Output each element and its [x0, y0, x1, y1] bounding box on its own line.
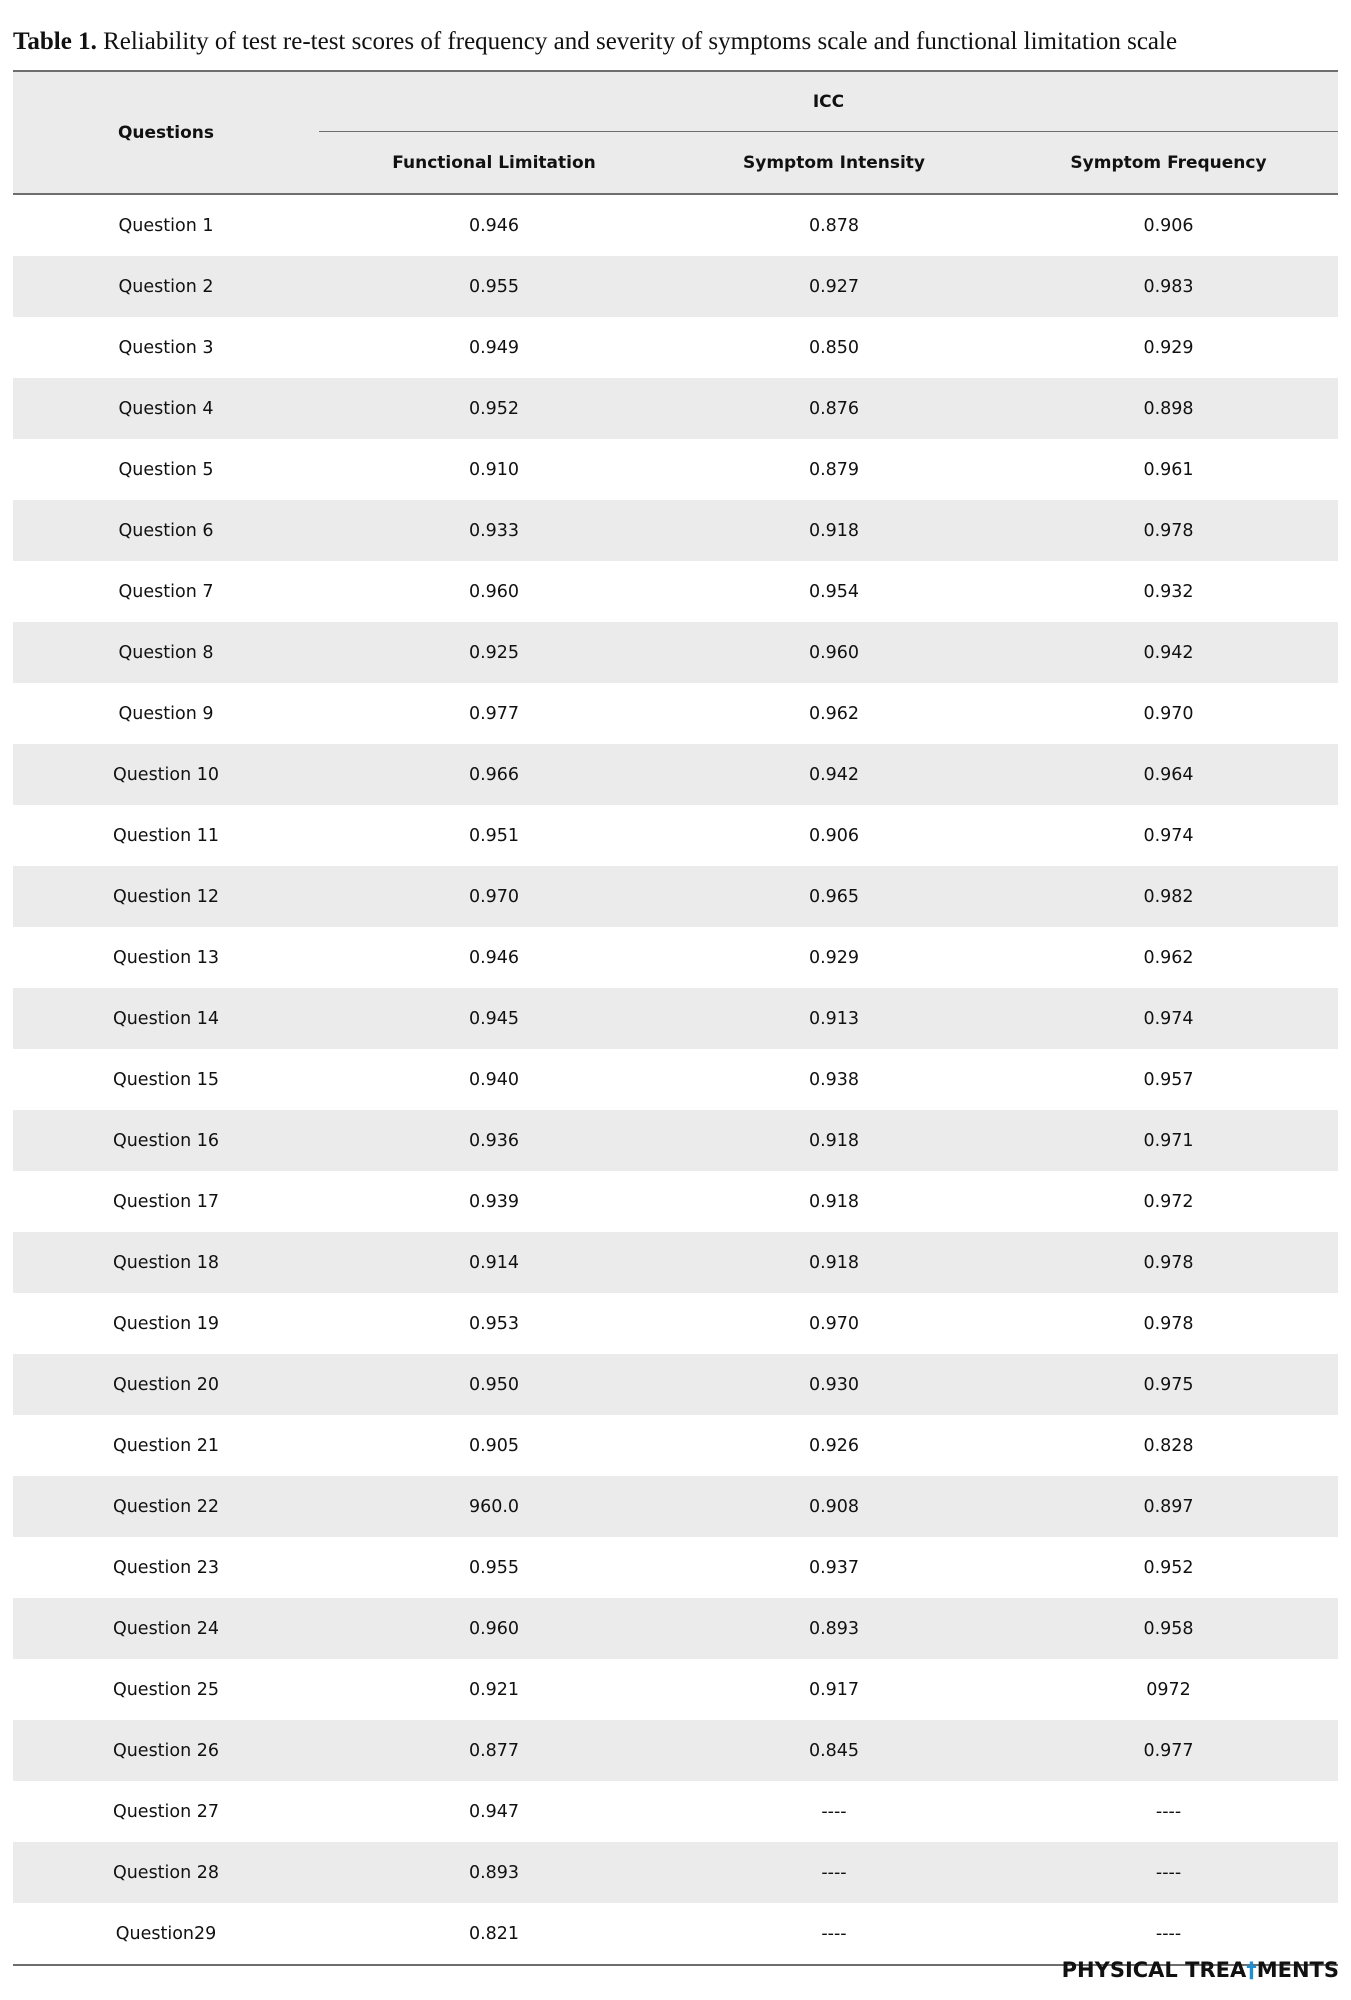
symptom-intensity-cell: 0.850: [808, 337, 860, 358]
table-row: [13, 1598, 1338, 1659]
symptom-intensity-cell: ----: [821, 1923, 847, 1944]
question-cell: Question 12: [13, 866, 319, 927]
icc-table: [13, 70, 1338, 1966]
question-cell: Question 2: [13, 256, 319, 317]
question-cell: Question 7: [118, 581, 214, 602]
table-row: [13, 194, 1338, 256]
question-cell: Question 14: [13, 988, 319, 1049]
symptom-intensity-cell: 0.918: [669, 1110, 999, 1171]
question-cell: Question 4: [13, 378, 319, 439]
symptom-intensity-cell: 0.893: [669, 1598, 999, 1659]
symptom-frequency-cell: 0.982: [999, 866, 1338, 927]
functional-limitation-cell: 0.966: [319, 744, 669, 805]
table-row: [13, 1232, 1338, 1293]
table-row: [13, 1476, 1338, 1537]
symptom-frequency-cell: 0.975: [999, 1354, 1338, 1415]
table-caption: [13, 22, 1343, 62]
functional-limitation-cell: 0.946: [468, 215, 520, 236]
question-cell: Question 28: [13, 1842, 319, 1903]
question-cell: Question 20: [13, 1354, 319, 1415]
table-row: [13, 317, 1338, 378]
functional-limitation-cell: 0.977: [468, 703, 520, 724]
question-cell: Question 11: [112, 825, 220, 846]
symptom-intensity-cell: ----: [669, 1842, 999, 1903]
question-cell: Question 13: [112, 947, 220, 968]
symptom-frequency-cell: 0.932: [1143, 581, 1194, 602]
symptom-frequency-cell: 0.974: [999, 988, 1338, 1049]
table-row: [13, 1049, 1338, 1110]
symptom-frequency-cell: 0.961: [1143, 459, 1194, 480]
symptom-frequency-cell: 0.977: [999, 1720, 1338, 1781]
symptom-intensity-cell: 0.929: [808, 947, 860, 968]
symptom-frequency-cell: 0.898: [999, 378, 1338, 439]
functional-limitation-cell: 0.951: [468, 825, 520, 846]
symptom-frequency-cell: 0.970: [1143, 703, 1194, 724]
symptom-intensity-cell: 0.876: [669, 378, 999, 439]
functional-limitation-cell: 960.0: [319, 1476, 669, 1537]
symptom-frequency-cell: ----: [1155, 1801, 1182, 1822]
symptom-frequency-cell: ----: [1155, 1923, 1182, 1944]
question-cell: Question 24: [13, 1598, 319, 1659]
question-cell: Question 25: [112, 1679, 220, 1700]
functional-limitation-cell: 0.921: [468, 1679, 520, 1700]
symptom-frequency-cell: 0.958: [999, 1598, 1338, 1659]
table-row: [13, 1110, 1338, 1171]
functional-limitation-cell: 0.970: [319, 866, 669, 927]
table-row: [13, 683, 1338, 744]
symptom-frequency-cell: 0.974: [1143, 825, 1194, 846]
question-cell: Question 10: [13, 744, 319, 805]
header-symptom-frequency: Symptom Frequency: [999, 132, 1338, 195]
table-row: [13, 1171, 1338, 1232]
symptom-intensity-cell: 0.927: [669, 256, 999, 317]
brand-mark-icon: †: [1246, 1958, 1257, 1982]
question-cell: Question 23: [112, 1557, 220, 1578]
question-cell: Question 9: [118, 703, 214, 724]
symptom-intensity-cell: 0.918: [669, 1232, 999, 1293]
question-cell: Question 17: [112, 1191, 220, 1212]
functional-limitation-cell: 0.952: [319, 378, 669, 439]
symptom-frequency-cell: 0.906: [1143, 215, 1194, 236]
question-cell: Question 26: [13, 1720, 319, 1781]
table-row: [13, 1415, 1338, 1476]
functional-limitation-cell: 0.945: [319, 988, 669, 1049]
question-cell: Question 16: [13, 1110, 319, 1171]
functional-limitation-cell: 0.910: [468, 459, 520, 480]
table-row: [13, 1720, 1338, 1781]
functional-limitation-cell: 0.955: [319, 256, 669, 317]
symptom-frequency-cell: ----: [999, 1842, 1338, 1903]
table-row: [13, 1293, 1338, 1354]
functional-limitation-cell: 0.877: [319, 1720, 669, 1781]
symptom-frequency-cell: 0.978: [1143, 1313, 1194, 1334]
journal-brand-logo: [1062, 1958, 1339, 1982]
symptom-frequency-cell: 0.929: [1143, 337, 1194, 358]
functional-limitation-cell: 0.933: [319, 500, 669, 561]
symptom-intensity-cell: 0.878: [808, 215, 860, 236]
symptom-intensity-cell: 0.879: [808, 459, 860, 480]
header-questions: Questions: [13, 71, 319, 194]
symptom-intensity-cell: 0.942: [669, 744, 999, 805]
functional-limitation-cell: 0.949: [468, 337, 520, 358]
symptom-intensity-cell: 0.962: [808, 703, 860, 724]
functional-limitation-cell: 0.940: [468, 1069, 520, 1090]
table-row: [13, 256, 1338, 317]
question-cell: Question 15: [112, 1069, 220, 1090]
symptom-frequency-cell: 0.957: [1143, 1069, 1194, 1090]
table-row: [13, 561, 1338, 622]
symptom-intensity-cell: 0.930: [669, 1354, 999, 1415]
symptom-frequency-cell: 0.964: [999, 744, 1338, 805]
question-cell: Question 18: [13, 1232, 319, 1293]
symptom-intensity-cell: 0.937: [808, 1557, 860, 1578]
functional-limitation-cell: 0.905: [468, 1435, 520, 1456]
functional-limitation-cell: 0.955: [468, 1557, 520, 1578]
table-row: [13, 1842, 1338, 1903]
symptom-frequency-cell: 0.962: [1143, 947, 1194, 968]
question-cell: Question29: [115, 1923, 217, 1944]
symptom-intensity-cell: 0.918: [808, 1191, 860, 1212]
brand-text-start: PHYSICAL TREA: [1061, 1958, 1247, 1982]
question-cell: Question 8: [13, 622, 319, 683]
functional-limitation-cell: 0.936: [319, 1110, 669, 1171]
symptom-intensity-cell: ----: [821, 1801, 847, 1822]
functional-limitation-cell: 0.893: [319, 1842, 669, 1903]
header-icc: ICC: [319, 71, 1338, 132]
symptom-frequency-cell: 0.971: [999, 1110, 1338, 1171]
functional-limitation-cell: 0.960: [468, 581, 520, 602]
table-row: [13, 1659, 1338, 1720]
symptom-frequency-cell: 0972: [1146, 1679, 1191, 1700]
caption-label: Table 1.: [13, 28, 97, 55]
question-cell: Question 1: [118, 215, 214, 236]
question-cell: Question 19: [112, 1313, 220, 1334]
symptom-intensity-cell: 0.906: [808, 825, 860, 846]
functional-limitation-cell: 0.946: [468, 947, 520, 968]
question-cell: Question 27: [112, 1801, 220, 1822]
table-row: [13, 805, 1338, 866]
symptom-intensity-cell: 0.917: [808, 1679, 860, 1700]
question-cell: Question 5: [118, 459, 214, 480]
symptom-intensity-cell: 0.970: [808, 1313, 860, 1334]
symptom-intensity-cell: 0.845: [669, 1720, 999, 1781]
caption-text: Reliability of test re-test scores of frequency and severity of symptoms scale and functional limitation scale: [103, 28, 1178, 55]
symptom-intensity-cell: 0.960: [669, 622, 999, 683]
functional-limitation-cell: 0.950: [319, 1354, 669, 1415]
table-body: [13, 194, 1338, 1965]
header-functional-limitation: Functional Limitation: [319, 132, 669, 195]
symptom-frequency-cell: 0.972: [1143, 1191, 1194, 1212]
table-row: [13, 744, 1338, 805]
table-row: [13, 988, 1338, 1049]
symptom-frequency-cell: 0.983: [999, 256, 1338, 317]
brand-text-end: MENTS: [1256, 1958, 1339, 1982]
symptom-intensity-cell: 0.954: [808, 581, 860, 602]
symptom-intensity-cell: 0.908: [669, 1476, 999, 1537]
question-cell: Question 22: [13, 1476, 319, 1537]
table-row: [13, 1537, 1338, 1598]
symptom-frequency-cell: 0.897: [999, 1476, 1338, 1537]
symptom-intensity-cell: 0.913: [669, 988, 999, 1049]
symptom-frequency-cell: 0.942: [999, 622, 1338, 683]
functional-limitation-cell: 0.947: [468, 1801, 520, 1822]
table-row: [13, 1781, 1338, 1842]
header-symptom-intensity: Symptom Intensity: [669, 132, 999, 195]
symptom-frequency-cell: 0.828: [1143, 1435, 1194, 1456]
symptom-frequency-cell: 0.978: [999, 500, 1338, 561]
question-cell: Question 21: [112, 1435, 220, 1456]
functional-limitation-cell: 0.821: [468, 1923, 520, 1944]
functional-limitation-cell: 0.960: [319, 1598, 669, 1659]
table-row: [13, 378, 1338, 439]
table-row: [13, 622, 1338, 683]
table-row: [13, 500, 1338, 561]
table-header: [13, 71, 1338, 194]
symptom-frequency-cell: 0.952: [1143, 1557, 1194, 1578]
question-cell: Question 6: [13, 500, 319, 561]
table-row: [13, 927, 1338, 988]
table-row: [13, 866, 1338, 927]
symptom-intensity-cell: 0.965: [669, 866, 999, 927]
symptom-frequency-cell: 0.978: [999, 1232, 1338, 1293]
functional-limitation-cell: 0.914: [319, 1232, 669, 1293]
question-cell: Question 3: [118, 337, 214, 358]
symptom-intensity-cell: 0.918: [669, 500, 999, 561]
table-row: [13, 1903, 1338, 1965]
symptom-intensity-cell: 0.926: [808, 1435, 860, 1456]
functional-limitation-cell: 0.925: [319, 622, 669, 683]
table-row: [13, 1354, 1338, 1415]
functional-limitation-cell: 0.953: [468, 1313, 520, 1334]
symptom-intensity-cell: 0.938: [808, 1069, 860, 1090]
functional-limitation-cell: 0.939: [468, 1191, 520, 1212]
table-row: [13, 439, 1338, 500]
